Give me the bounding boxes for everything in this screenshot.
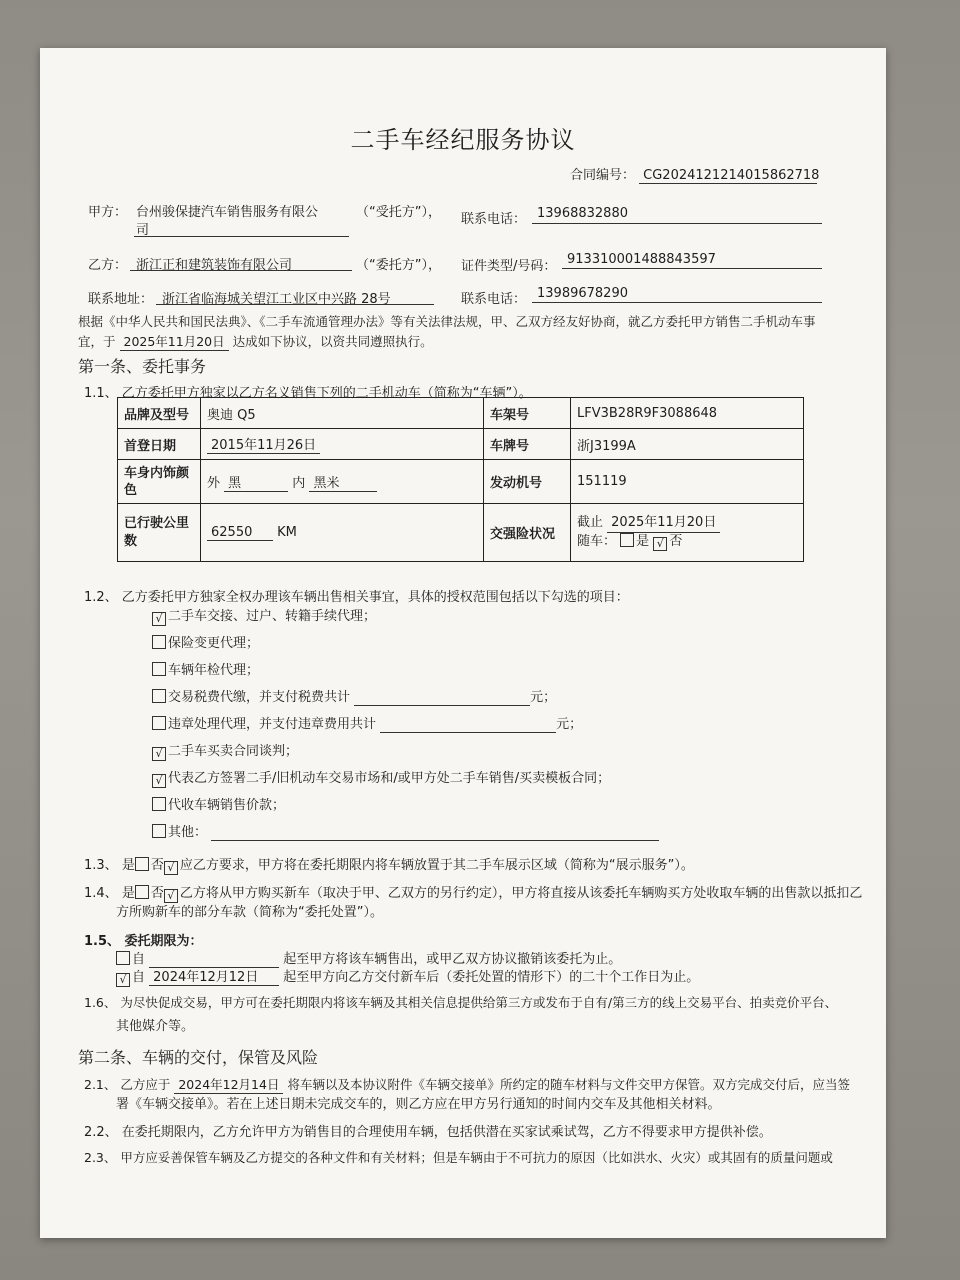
reg-date-label: 首登日期 xyxy=(118,429,201,460)
party-a-label: 甲方： xyxy=(88,205,128,220)
address-value: 浙江省临海城关望江工业区中兴路 28号 xyxy=(162,292,391,307)
section-1-heading: 第一条、委托事务 xyxy=(78,357,207,376)
option-tail: 元； xyxy=(530,690,557,705)
clause-1-1: 1.1、 乙方委托甲方独家以乙方名义销售下列的二手机动车（简称为“车辆”）。 xyxy=(84,386,532,401)
insurance-no-checkbox[interactable]: √ xyxy=(653,537,667,551)
mileage-label-1: 已行驶公里 xyxy=(124,515,190,531)
clause-num: 1.3、 xyxy=(84,858,118,873)
party-b-label: 乙方： xyxy=(88,258,128,273)
term-prefix-1: 自 xyxy=(132,952,146,967)
insurance-prefix: 截止 xyxy=(577,515,604,530)
party-a-role: （“受托方”）， xyxy=(356,205,441,220)
clause-text: 应乙方要求，甲方将在委托期限内将车辆放置于其二手车展示区域（简称为“展示服务”）。 xyxy=(179,858,694,873)
term-option-2 xyxy=(116,966,699,987)
clause-2-1-cont: 署《车辆交接单》。若在上述日期未完成交车的，则乙方应在甲方另行通知的时间内交车及其他相关材料。 xyxy=(116,1097,721,1112)
insurance-yes-checkbox[interactable] xyxy=(620,533,634,547)
clause-no: 否 xyxy=(150,858,164,873)
term-text-2: 起至甲方向乙方交付新车后（委托处置的情形下）的二十个工作日为止。 xyxy=(283,970,700,985)
insurance-follow: 随车： xyxy=(577,534,617,549)
no-checkbox[interactable]: √ xyxy=(164,889,178,903)
option-7 xyxy=(152,767,610,788)
address-label: 联系地址： xyxy=(88,292,154,307)
clause-yes: 是 xyxy=(121,886,135,901)
option-text: 保险变更代理； xyxy=(168,636,260,651)
term-checkbox-1[interactable] xyxy=(116,951,130,965)
clause-1-3 xyxy=(84,854,694,875)
color-label-1: 车身内饰颜 xyxy=(124,465,190,481)
clause-no: 否 xyxy=(150,886,164,901)
option-text: 车辆年检代理； xyxy=(168,663,260,678)
contract-number-row xyxy=(570,164,820,184)
party-a-name: 台州骏保捷汽车销售服务有限公 xyxy=(136,205,319,220)
int-color-label: 内 xyxy=(292,475,306,491)
plate-value: 浙J3199A xyxy=(571,429,804,460)
contract-number-label: 合同编号： xyxy=(570,168,636,183)
insurance-date: 2025年11月20日 xyxy=(607,514,720,533)
party-b-contact: 13989678290 xyxy=(537,286,628,301)
insurance-no: 否 xyxy=(669,534,683,549)
reg-date-value: 2015年11月26日 xyxy=(207,434,320,454)
clause-1-4 xyxy=(84,882,862,903)
clause-num: 1.4、 xyxy=(84,886,118,901)
option-1 xyxy=(152,605,376,626)
clause-2-1-text: 将车辆以及本协议附件《车辆交接单》所约定的随车材料与文件交甲方保管。双方完成交付后，应当签 xyxy=(287,1077,850,1092)
term-text-1: 起至甲方将该车辆售出，或甲乙双方协议撤销该委托为止。 xyxy=(283,952,622,967)
document-title: 二手车经纪服务协议 xyxy=(350,126,576,154)
brand-label: 品牌及型号 xyxy=(118,398,201,429)
reg-date-cell xyxy=(201,429,484,460)
clause-1-6-cont: 其他媒介等。 xyxy=(116,1019,195,1034)
option-text: 二手车交接、过户、转籍手续代理； xyxy=(168,609,377,624)
int-color: 黑米 xyxy=(309,472,377,492)
ext-color: 黑 xyxy=(224,472,288,492)
engine-label: 发动机号 xyxy=(484,460,571,504)
contract-number: CG2024121214015862718 xyxy=(639,168,817,184)
clause-1-6: 1.6、 为尽快促成交易，甲方可在委托期限内将该车辆及其相关信息提供给第三方或发布于自有/第三方的线上交易平台、拍卖竞价平台、 xyxy=(84,995,838,1010)
mileage-label xyxy=(118,504,201,562)
option-checkbox[interactable] xyxy=(152,824,166,838)
vehicle-table xyxy=(117,397,804,562)
clause-2-3: 2.3、 甲方应妥善保管车辆及乙方提交的各种文件和有关材料；但是车辆由于不可抗力的原因（比如洪水、火灾）或其固有的质量问题或 xyxy=(84,1150,833,1165)
clause-1-2: 1.2、 乙方委托甲方独家全权办理该车辆出售相关事宜，具体的授权范围包括以下勾选的项目： xyxy=(84,590,629,605)
option-checkbox[interactable] xyxy=(152,797,166,811)
color-label-2: 色 xyxy=(124,482,138,498)
clause-1-5: 1.5、 委托期限为： xyxy=(84,934,203,949)
option-text: 交易税费代缴，并支付税费共计 xyxy=(168,690,351,705)
vin-value: LFV3B28R9F3088648 xyxy=(571,398,804,429)
option-4 xyxy=(152,686,556,706)
contract-page xyxy=(40,48,886,1238)
option-checkbox[interactable] xyxy=(152,662,166,676)
option-checkbox[interactable]: √ xyxy=(152,747,166,761)
intro-date: 2025年11月20日 xyxy=(120,332,229,351)
clause-2-2: 2.2、 在委托期限内，乙方允许甲方为销售目的合理使用车辆，包括供潜在买家试乘试驾，乙方不得要求甲方提供补偿。 xyxy=(84,1125,772,1140)
option-text: 代表乙方签署二手/旧机动车交易市场和/或甲方处二手车销售/买卖模板合同； xyxy=(168,771,611,786)
intro-suffix: 达成如下协议，以资共同遵照执行。 xyxy=(232,334,433,349)
mileage-cell xyxy=(201,504,484,562)
mileage-value: 62550 xyxy=(207,525,273,541)
clause-2-1-prefix: 2.1、 乙方应于 xyxy=(84,1077,171,1092)
party-b-contact-label: 联系电话： xyxy=(461,292,527,307)
option-text: 代收车辆销售价款； xyxy=(168,798,286,813)
plate-label: 车牌号 xyxy=(484,429,571,460)
no-checkbox[interactable]: √ xyxy=(164,861,178,875)
violation-amount-blank[interactable] xyxy=(380,717,556,733)
yes-checkbox[interactable] xyxy=(135,885,149,899)
term-date-2: 2024年12月12日 xyxy=(149,966,279,986)
option-text: 违章处理代理，并支付违章费用共计 xyxy=(168,717,377,732)
tax-amount-blank[interactable] xyxy=(354,690,530,706)
option-5 xyxy=(152,713,582,733)
mileage-unit: KM xyxy=(277,524,297,540)
option-text: 二手车买卖合同谈判； xyxy=(168,744,299,759)
insurance-label: 交强险状况 xyxy=(484,504,571,562)
option-6 xyxy=(152,740,298,761)
color-label xyxy=(118,460,201,504)
clause-2-1 xyxy=(84,1075,850,1094)
intro-line2 xyxy=(78,332,433,351)
party-a-contact: 13968832880 xyxy=(537,206,628,221)
option-checkbox[interactable]: √ xyxy=(152,612,166,626)
option-tail: 元； xyxy=(556,717,583,732)
option-checkbox[interactable]: √ xyxy=(152,774,166,788)
brand-value: 奥迪 Q5 xyxy=(201,398,484,429)
party-b-role: （“委托方”）， xyxy=(356,258,441,273)
intro-line1: 根据《中华人民共和国民法典》、《二手车流通管理办法》等有关法律法规，甲、乙双方经友好协商，就乙方委托甲方销售二手机动车事 xyxy=(78,314,816,329)
term-prefix-2: 自 xyxy=(132,970,146,985)
engine-value: 151119 xyxy=(571,460,804,504)
option-3 xyxy=(152,659,259,678)
color-cell xyxy=(201,460,484,504)
ext-color-label: 外 xyxy=(207,475,221,491)
mileage-label-2: 数 xyxy=(124,533,138,549)
option-9 xyxy=(152,821,659,841)
option-checkbox[interactable] xyxy=(152,635,166,649)
option-text: 其他： xyxy=(168,825,208,840)
section-2-heading: 第二条、车辆的交付，保管及风险 xyxy=(78,1048,319,1067)
vin-label: 车架号 xyxy=(484,398,571,429)
clause-text: 乙方将从甲方购买新车（取决于甲、乙双方的另行约定），甲方将直接从该委托车辆购买方处收取车辆的出售款以抵扣乙 xyxy=(179,886,863,901)
party-a-name-cont: 司 xyxy=(136,223,150,238)
insurance-cell xyxy=(571,504,804,562)
party-b-id: 913310001488843597 xyxy=(567,252,716,267)
clause-1-4-cont: 方所购新车的部分车款（简称为“委托处置”）。 xyxy=(116,905,383,920)
option-checkbox[interactable] xyxy=(152,716,166,730)
yes-checkbox[interactable] xyxy=(135,857,149,871)
party-a-contact-label: 联系电话： xyxy=(461,212,527,227)
option-8 xyxy=(152,794,285,813)
clause-yes: 是 xyxy=(121,858,135,873)
other-blank[interactable] xyxy=(211,825,659,841)
delivery-date: 2024年12月14日 xyxy=(174,1075,283,1094)
intro-prefix: 宜，于 xyxy=(78,334,116,349)
insurance-yes: 是 xyxy=(636,534,650,549)
option-2 xyxy=(152,632,259,651)
party-b-name: 浙江正和建筑装饰有限公司 xyxy=(136,258,293,273)
party-b-id-label: 证件类型/号码： xyxy=(461,259,557,274)
term-checkbox-2[interactable]: √ xyxy=(116,973,130,987)
term-option-1 xyxy=(116,948,621,968)
option-checkbox[interactable] xyxy=(152,689,166,703)
